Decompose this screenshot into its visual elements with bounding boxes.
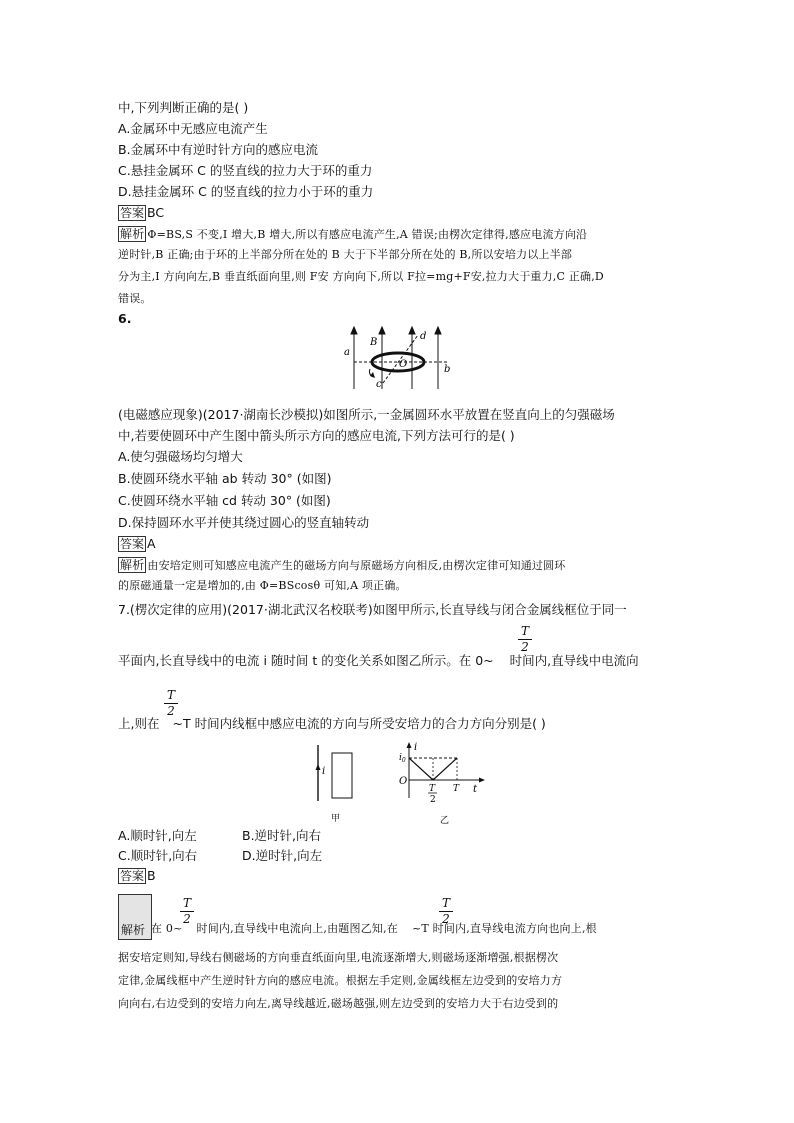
answer-value: BC <box>147 205 165 220</box>
q6-analysis-line-1 <box>118 557 566 573</box>
q7-stem-line-1: 7.(楞次定律的应用)(2017·湖北武汉名校联考)如图甲所示,长直导线与闭合金属线框位于同一 <box>118 602 627 617</box>
q7-frac-T-over-2: T 2 <box>439 896 453 926</box>
q5-option-b: B.金属环中有逆时针方向的感应电流 <box>118 142 319 157</box>
label-O: O <box>399 359 408 370</box>
q6-option-c: C.使圆环绕水平轴 cd 转动 30° (如图) <box>118 493 331 508</box>
label-B: B <box>370 337 378 348</box>
q5-analysis-line-1 <box>118 226 587 242</box>
caption-jia: 甲 <box>331 814 341 823</box>
q7-options-row-1 <box>118 828 321 844</box>
caption-yi: 乙 <box>440 816 450 825</box>
q6-analysis-line-2: 的原磁通量一定是增加的,由 Φ=BScosθ 可知,A 项正确。 <box>118 579 407 592</box>
answer-value: B <box>147 868 156 883</box>
q5-answer-row <box>118 205 164 221</box>
q7-analysis-line-3: 定律,金属线框中产生逆时针方向的感应电流。根据左手定则,金属线框左边受到的安培力方 <box>118 974 563 987</box>
label-T2-den: 2 <box>430 795 436 805</box>
label-c: c <box>376 379 382 390</box>
label-d: d <box>420 331 427 342</box>
current-curve <box>409 758 433 780</box>
q5-analysis-line-2: 逆时针,B 正确;由于环的上半部分所在处的 B 大于下半部分所在处的 B,所以安培力以上半部 <box>118 248 573 261</box>
q7-frac-T-over-2: T 2 <box>164 688 178 718</box>
q7-option-c: C.顺时针,向右 <box>118 848 198 863</box>
label-i: i <box>322 766 326 777</box>
q7-frac-T-over-2: T 2 <box>518 624 532 654</box>
q6-stem-line-1: (电磁感应现象)(2017·湖南长沙模拟)如图所示,一金属圆环水平放置在竖直向上的匀强磁场 <box>118 407 615 422</box>
q7-figure-jia <box>300 743 370 823</box>
q6-number: 6. <box>118 311 132 326</box>
q7-stem-line-2: 平面内,长直导线中的电流 i 随时间 t 的变化关系如图乙所示。在 0~ 时间内,直导线中电流向 <box>118 653 639 668</box>
q7-analysis-line-2: 据安培定则知,导线右侧磁场的方向垂直纸面向里,电流逐渐增大,则磁场逐渐增强,根据楞次 <box>118 951 559 964</box>
label-b: b <box>444 364 451 375</box>
q5-stem-tail: 中,下列判断正确的是( ) <box>118 100 249 115</box>
analysis-label-box: 解析 <box>118 894 152 940</box>
label-i: i <box>414 742 418 753</box>
q6-option-d: D.保持圆环水平并使其绕过圆心的竖直轴转动 <box>118 515 370 530</box>
q7-answer-row <box>118 868 156 884</box>
q6-answer-row <box>118 536 156 552</box>
answer-value: A <box>147 536 156 551</box>
q7-option-b: B.逆时针,向右 <box>242 828 322 843</box>
analysis-label: 解析 <box>120 227 145 241</box>
analysis-text: Φ=BS,S 不变,I 增大,B 增大,所以有感应电流产生,A 错误;由楞次定律得,感应电流方向沿 <box>147 228 588 241</box>
q6-ring-figure <box>340 325 460 391</box>
label-i0: $i_0$ <box>399 753 406 764</box>
q6-option-a: A.使匀强磁场均匀增大 <box>118 449 243 464</box>
q6-option-b: B.使圆环绕水平轴 ab 转动 30° (如图) <box>118 471 332 486</box>
q5-analysis-line-3: 分为主,I 方向向左,B 垂直纸面向里,则 F安 方向向下,所以 F拉=mg+F安,拉力大于重力,C 正确,D <box>118 270 604 283</box>
q7-figure-yi <box>395 740 495 825</box>
q5-option-a: A.金属环中无感应电流产生 <box>118 121 268 136</box>
answer-label: 答案 <box>120 537 145 551</box>
answer-label: 答案 <box>120 869 145 883</box>
q7-option-d: D.逆时针,向左 <box>242 848 323 863</box>
q5-option-d: D.悬挂金属环 C 的竖直线的拉力小于环的重力 <box>118 184 374 199</box>
q7-option-a: A.顺时针,向左 <box>118 828 197 843</box>
q7-analysis-line-4: 向向右,右边受到的安培力向左,离导线越近,磁场越强,则左边受到的安培力大于右边受到的 <box>118 997 559 1010</box>
label-t: t <box>473 784 478 795</box>
q5-option-c: C.悬挂金属环 C 的竖直线的拉力大于环的重力 <box>118 163 373 178</box>
answer-label: 答案 <box>120 206 145 220</box>
analysis-text: 由安培定则可知感应电流产生的磁场方向与原磁场方向相反,由楞次定律可知通过圆环 <box>147 559 566 572</box>
q7-stem-line-3: 上,则在 ~T 时间内线框中感应电流的方向与所受安培力的合力方向分别是( ) <box>118 716 546 731</box>
q5-analysis-line-4: 错误。 <box>118 292 152 305</box>
label-T: T <box>453 784 460 794</box>
q7-options-row-2 <box>118 848 322 864</box>
analysis-label: 解析 <box>120 558 145 572</box>
label-a: a <box>344 347 350 358</box>
q7-analysis-line-1: 在 0~ 时间内,直导线中电流向上,由题图乙知,在 ~T 时间内,直导线电流方向也向上,根 <box>151 922 597 935</box>
label-O: O <box>399 776 408 787</box>
q6-stem-line-2: 中,若要使圆环中产生图中箭头所示方向的感应电流,下列方法可行的是( ) <box>118 428 515 443</box>
q7-frac-T-over-2: T 2 <box>180 896 194 926</box>
label-T2-num: T <box>429 784 436 794</box>
